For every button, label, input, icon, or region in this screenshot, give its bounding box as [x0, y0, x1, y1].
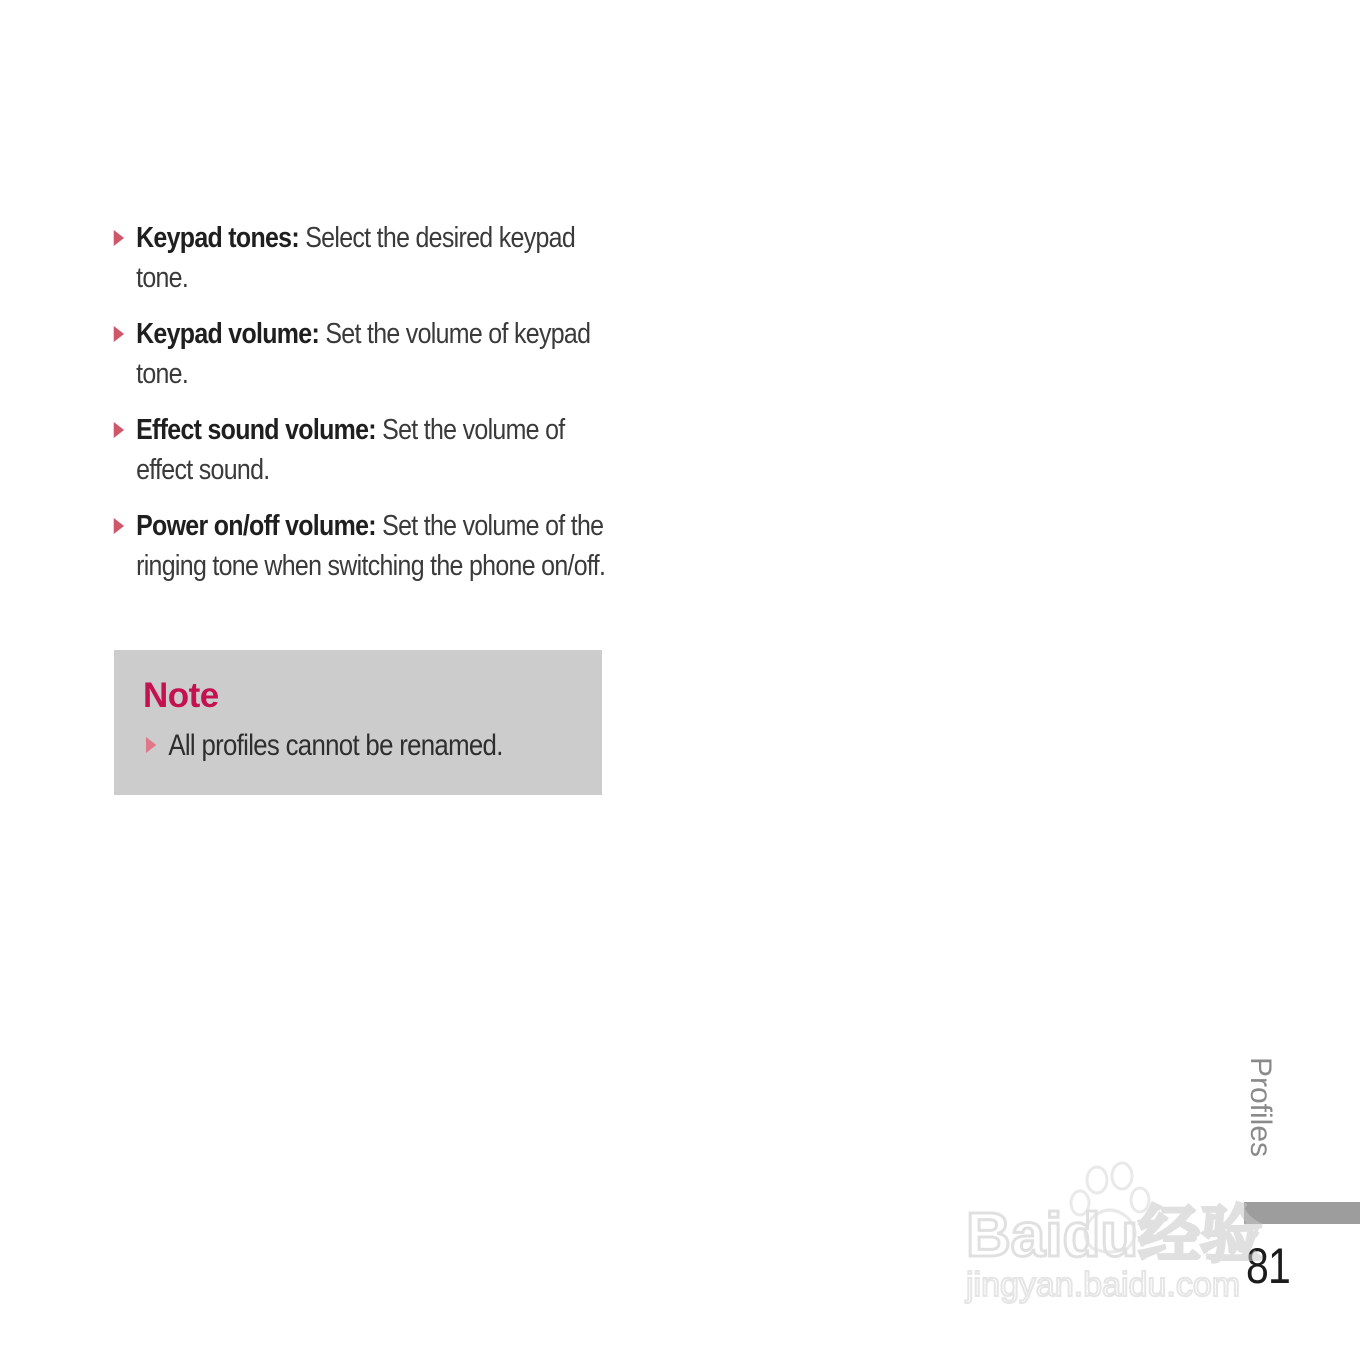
watermark-brand: Baidu经验	[966, 1201, 1263, 1270]
list-item	[112, 506, 618, 586]
section-label: Profiles	[1244, 1056, 1277, 1158]
bullet-triangle-icon	[114, 326, 124, 342]
note-item	[146, 726, 503, 766]
item-description: Set the volume of the ringing tone when switching the phone on/off.	[136, 510, 606, 582]
bullet-triangle-icon	[114, 518, 124, 534]
baidu-watermark-logo	[962, 1158, 1282, 1308]
list-item	[112, 314, 618, 394]
list-item	[112, 218, 618, 298]
item-term: Keypad volume:	[136, 318, 320, 350]
item-description: Select the desired keypad tone.	[136, 222, 576, 294]
bullet-triangle-icon	[146, 737, 156, 753]
item-description: Set the volume of keypad tone.	[136, 318, 591, 390]
content-column	[112, 218, 612, 602]
note-box	[114, 650, 602, 795]
item-term: Effect sound volume:	[136, 414, 376, 446]
bullet-triangle-icon	[114, 422, 124, 438]
note-title: Note	[143, 676, 219, 715]
page-number: 81	[1246, 1238, 1290, 1294]
note-text: All profiles cannot be renamed.	[168, 729, 503, 762]
settings-list	[112, 218, 612, 586]
watermark-url: jingyan.baidu.com	[966, 1266, 1241, 1304]
bullet-triangle-icon	[114, 230, 124, 246]
list-item	[112, 410, 618, 490]
item-term: Keypad tones:	[136, 222, 299, 254]
item-description: Set the volume of effect sound.	[136, 414, 565, 486]
item-term: Power on/off volume:	[136, 510, 376, 542]
